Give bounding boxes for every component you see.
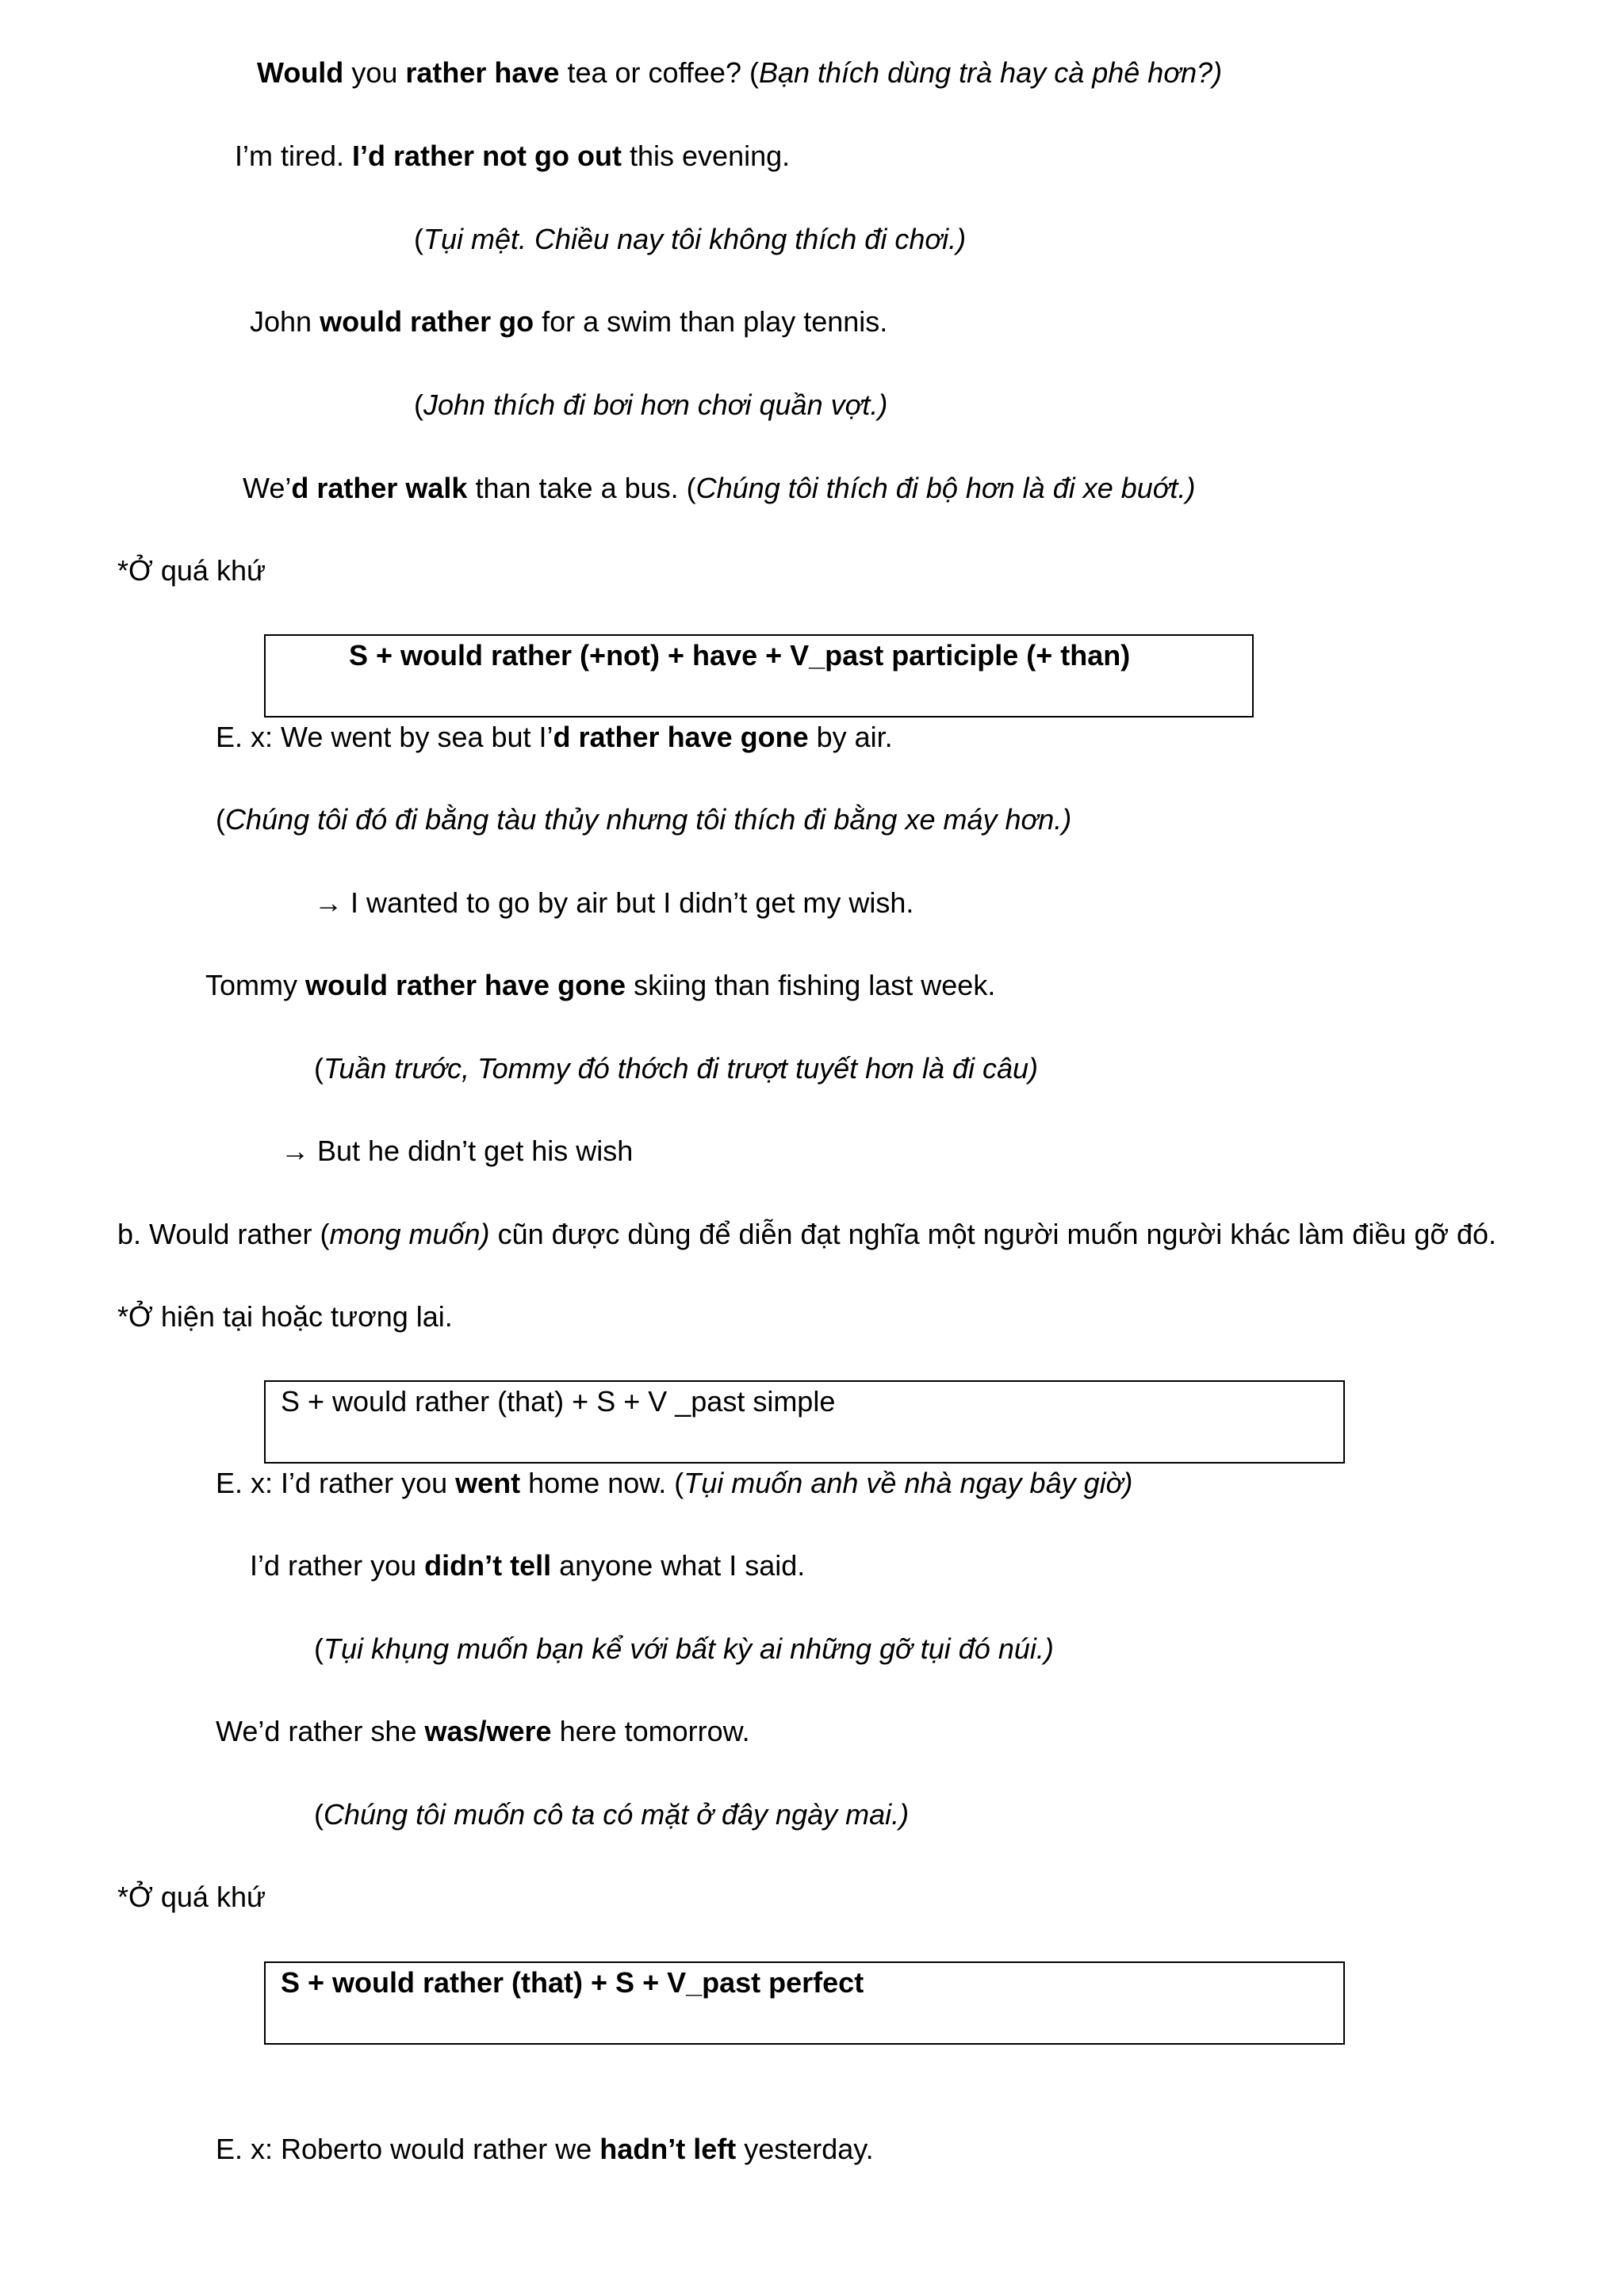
example-was-were: We’d rather she was/were here tomorrow. — [216, 1715, 750, 1747]
example-didnt-tell: I’d rather you didn’t tell anyone what I said. — [250, 1549, 806, 1582]
example-roberto: E. x: Roberto would rather we hadn’t left yesterday. — [216, 2133, 874, 2165]
note-wanted-air: → I wanted to go by air but I didn’t get my wish. — [314, 886, 914, 919]
example-walk-bus: We’d rather walk than take a bus. (Chúng tôi thích đi bộ hơn là đi xe buớt.) — [243, 472, 1196, 504]
formula-box-past-perfect — [264, 1961, 1345, 2045]
translation-tired: (Tụi mệt. Chiều nay tôi không thích đi chơi.) — [414, 223, 967, 255]
formula-box-past-participle — [264, 634, 1254, 718]
translation-john-swim: (John thích đi bơi hơn chơi quần vợt.) — [414, 388, 888, 421]
translation-didnt-tell: (Tụi khụng muốn bạn kể với bất kỳ ai những gỡ tụi đó núi.) — [314, 1632, 1054, 1665]
section-b-heading: b. Would rather (mong muốn) cũn được dùng để diễn đạt nghĩa một người muốn người khác làm điều gỡ đó. — [117, 1218, 1497, 1250]
example-john-swim: John would rather go for a swim than play tennis. — [250, 305, 888, 338]
example-sea-air: E. x: We went by sea but I’d rather have gone by air. — [216, 721, 893, 753]
translation-tommy-skiing: (Tuần trước, Tommy đó thớch đi trượt tuyết hơn là đi câu) — [314, 1052, 1039, 1085]
example-tea-coffee: Would you rather have tea or coffee? (Bạn thích dùng trà hay cà phê hơn?) — [257, 56, 1223, 89]
formula-past-simple: S + would rather (that) + S + V _past simple — [281, 1385, 836, 1418]
section-present-future-heading: *Ở hiện tại hoặc tương lai. — [117, 1300, 453, 1333]
formula-past-perfect: S + would rather (that) + S + V_past perfect — [281, 1966, 864, 1999]
formula-past-participle: S + would rather (+not) + have + V_past participle (+ than) — [349, 639, 1131, 672]
section-past-heading-2: *Ở quá khứ — [117, 1881, 266, 1913]
section-past-heading-1: *Ở quá khứ — [117, 554, 266, 587]
note-no-wish: → But he didn’t get his wish — [281, 1135, 634, 1167]
translation-was-were: (Chúng tôi muốn cô ta có mặt ở đây ngày mai.) — [314, 1798, 910, 1831]
example-went-home: E. x: I’d rather you went home now. (Tụi muốn anh về nhà ngay bây giờ) — [216, 1467, 1133, 1499]
example-tired: I’m tired. I’d rather not go out this evening. — [235, 140, 791, 172]
example-tommy-skiing: Tommy would rather have gone skiing than fishing last week. — [205, 969, 996, 1001]
translation-sea-air: (Chúng tôi đó đi bằng tàu thủy nhưng tôi thích đi bằng xe máy hơn.) — [216, 803, 1072, 836]
formula-box-past-simple — [264, 1380, 1345, 1464]
